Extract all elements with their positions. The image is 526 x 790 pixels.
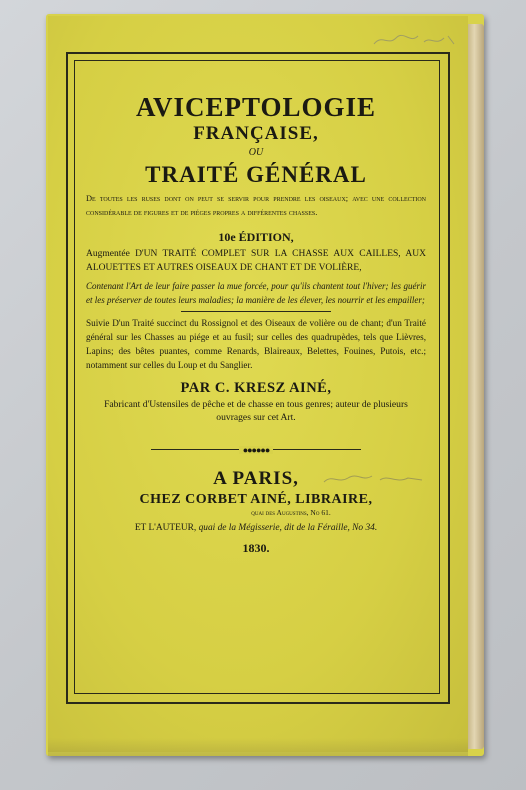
- publisher-name: CHEZ CORBET AINÉ, LIBRAIRE,: [139, 492, 373, 507]
- ornamental-divider: ●●●●●●: [151, 446, 361, 454]
- title-third: TRAITÉ GÉNÉRAL: [145, 162, 367, 187]
- augmentation-text: Augmentée D'UN TRAITÉ COMPLET SUR LA CHASSE AUX CAILLES, AUX ALOUETTES ET AUTRES OISEAUX DE CHANT ET DE VOLIÈRE,: [86, 249, 426, 273]
- publication-city: A PARIS,: [213, 468, 299, 489]
- author-name: PAR C. KRESZ AINÉ,: [180, 380, 332, 396]
- contents-description: Contenant l'Art de leur faire passer la mue forcée, pour qu'ils chantent tout l'hiver; les guérir et les préserver de toutes leurs maladies; la manière de les élever, les nourrir et les empailler;: [86, 281, 426, 305]
- title-second: FRANÇAISE,: [193, 123, 319, 144]
- book-cover: [48, 16, 468, 752]
- cover-wear: [48, 738, 468, 756]
- handwritten-mark-inline: [318, 470, 428, 488]
- author-address-line: [80, 523, 432, 533]
- supplement-description: Suivie D'un Traité succinct du Rossignol et des Oiseaux de volière ou de chant; d'un Traité général sur les Chasses au piége et au fusil; sur celles des quadrupèdes, tels que Lièvres, Lapins; des bêtes puantes, comme Renards, Blaireaux, Belettes, Fouines, Putois, etc.; notamment sur celles du Loup et du Sanglier.: [86, 318, 426, 370]
- publication-year: 1830.: [242, 541, 270, 555]
- subtitle: De toutes les ruses dont on peut se servir pour prendre les oiseaux; avec une collection considérable de figures et de piéges propres a différentes chasses.: [86, 194, 426, 217]
- handwritten-mark-top: [370, 30, 460, 50]
- book: [46, 14, 484, 756]
- edition: 10e ÉDITION,: [218, 230, 294, 244]
- author-address-prefix: ET L'AUTEUR,: [134, 523, 197, 533]
- title-main: AVICEPTOLOGIE: [135, 92, 377, 122]
- title-conjunction: OU: [248, 147, 264, 158]
- author-address: quai de la Mégisserie, dit de la Féraille, No 34.: [198, 523, 378, 533]
- section-rule: [181, 311, 331, 312]
- book-page-edge: [468, 24, 484, 749]
- publisher-address: quai des Augustins, No 61.: [251, 508, 331, 517]
- author-description: Fabricant d'Ustensiles de pêche et de chasse en tous genres; auteur de plusieurs ouvrages sur cet Art.: [104, 399, 408, 423]
